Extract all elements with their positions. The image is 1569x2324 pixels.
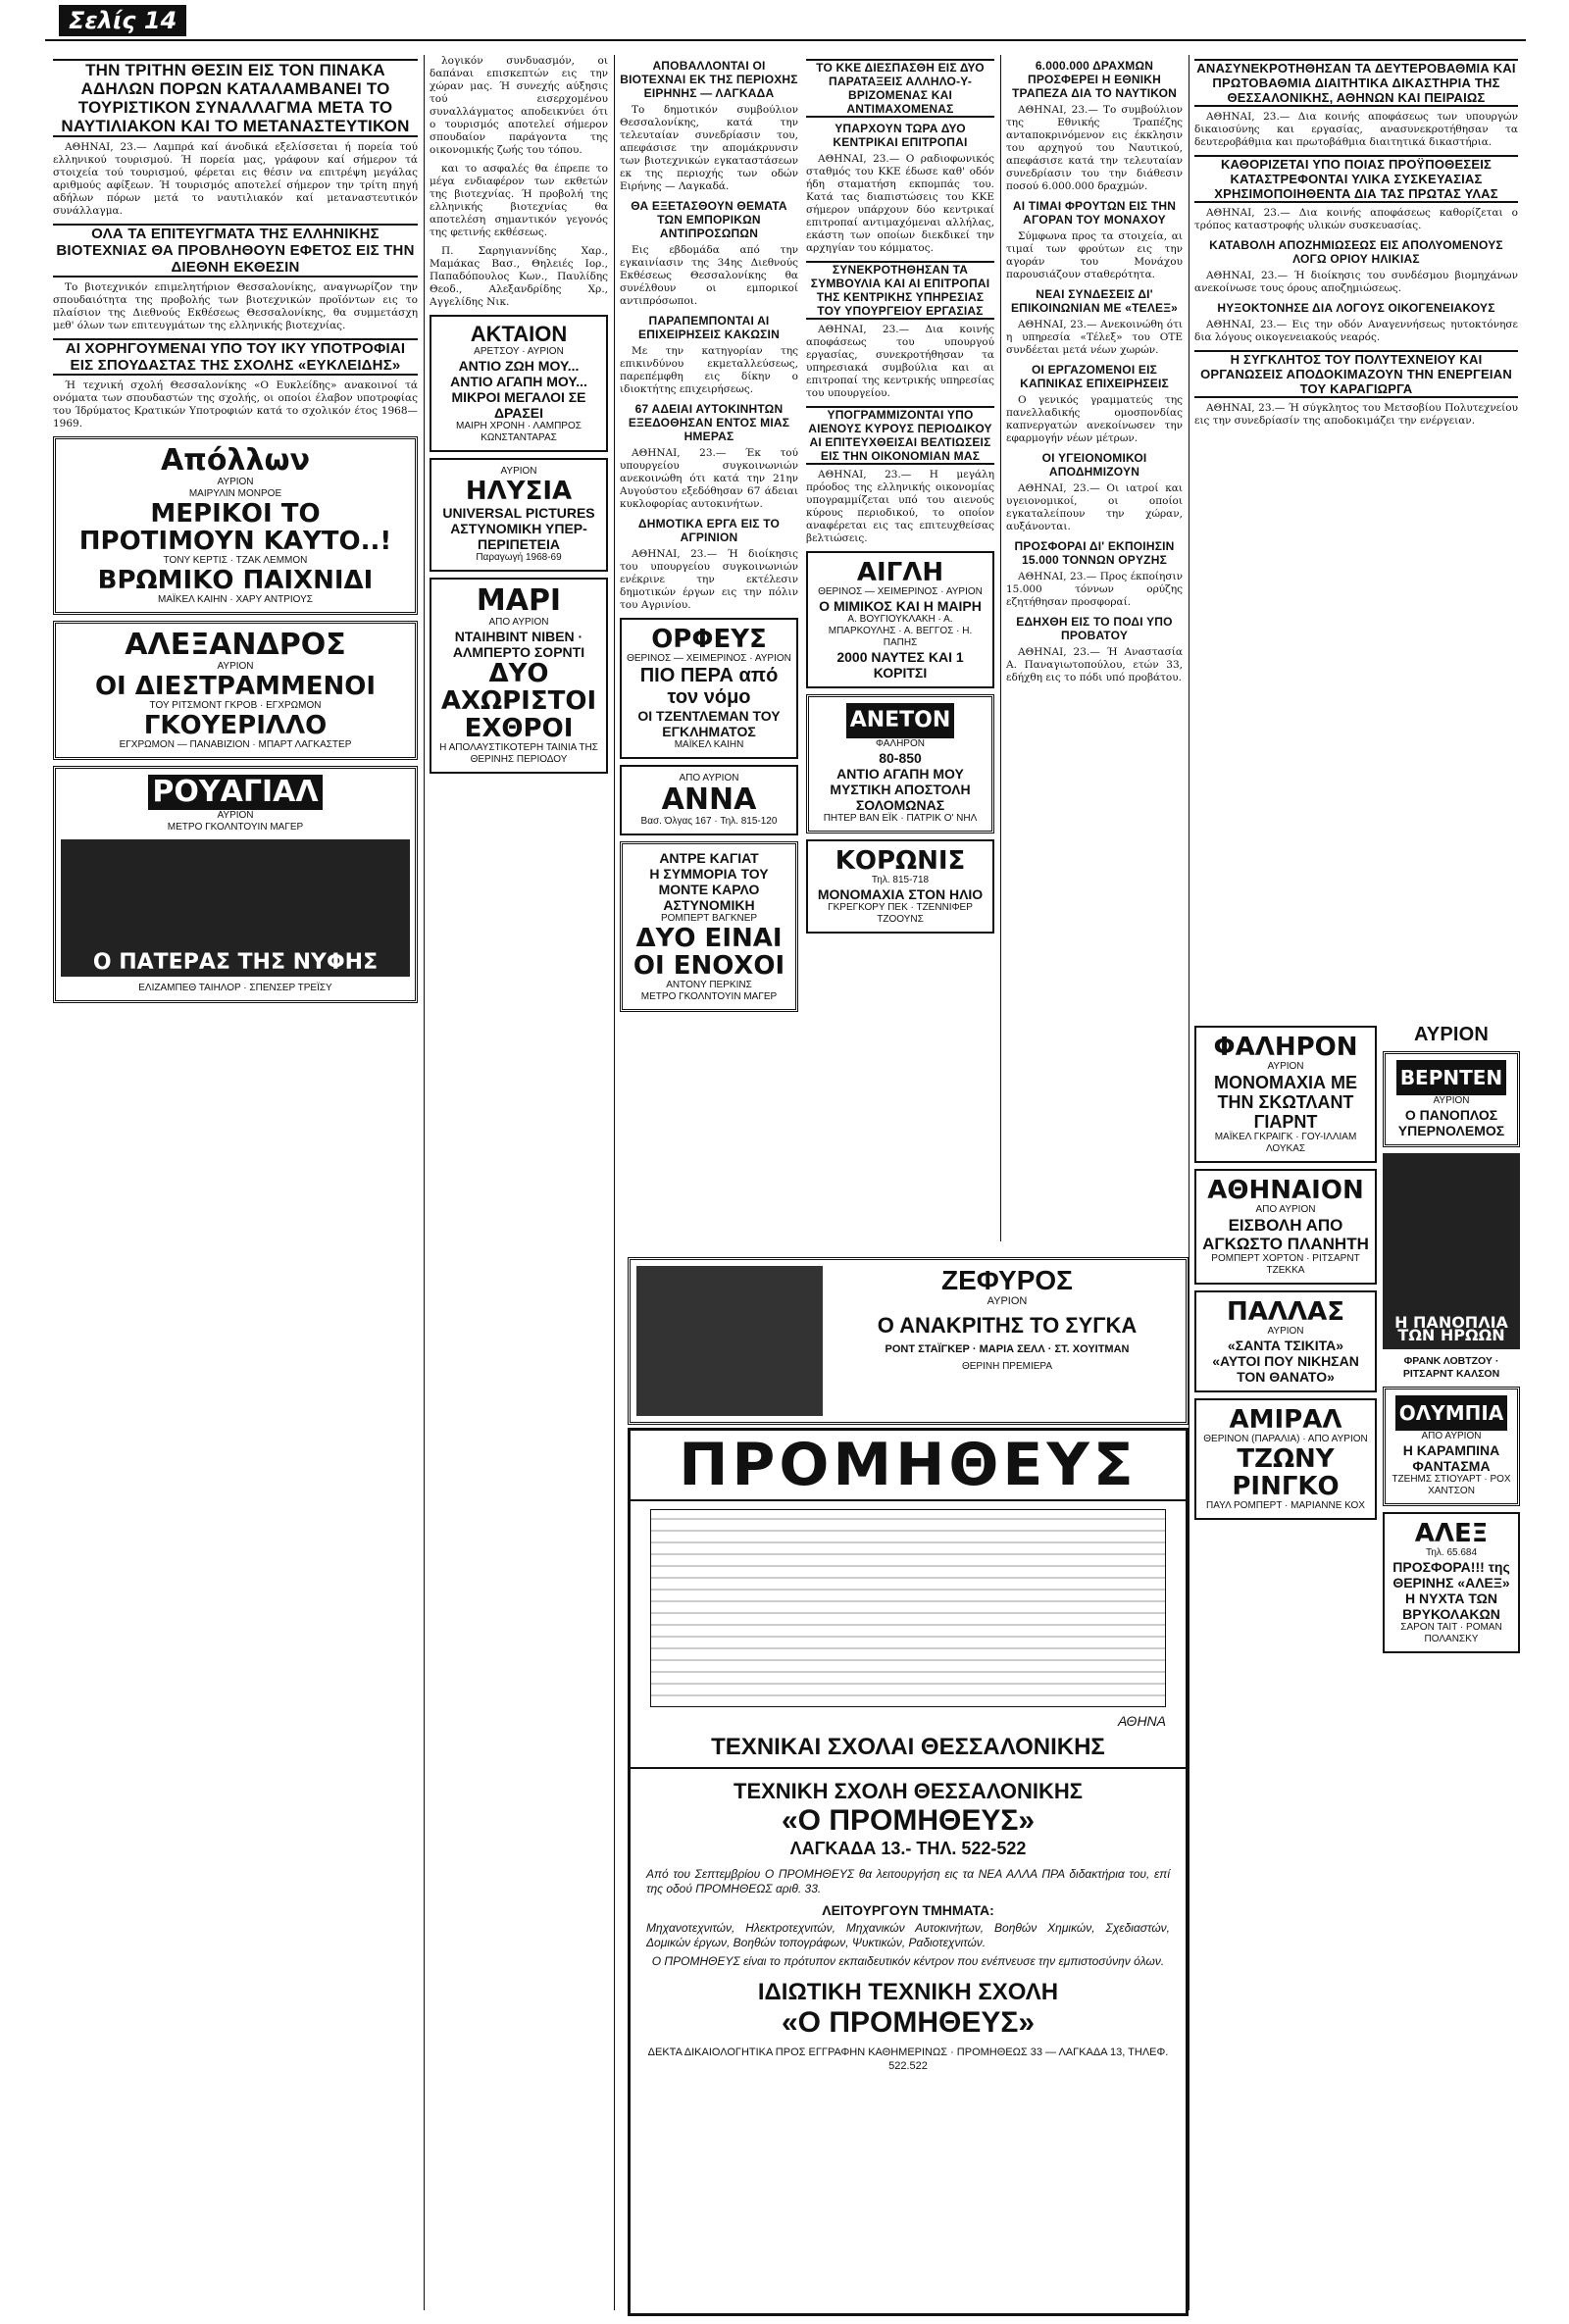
ad-apollon	[53, 436, 418, 615]
departments-heading: ΛΕΙΤΟΥΡΓΟΥΝ ΤΜΗΜΑΤΑ:	[822, 1902, 994, 1918]
cinema-name: ΑΚΤΑΙΟΝ	[470, 322, 568, 346]
school-body: Από του Σεπτεμβρίου Ο ΠΡΟΜΗΘΕΥΣ θα λειτουργήση εις τα ΝΕΑ ΑΛΛΑ ΠΡΑ διδακτήρια του, επί της οδού ΠΡΟΜΗΘΕΩΣ αριθ. 33.	[646, 1867, 1170, 1895]
article-body: ΑΘΗΝΑΙ, 23.— Οι ιατροί και υγειονομικοί, οι οποίοι εγκαταλείπουν την χώραν, αυξάνονται.	[1006, 482, 1183, 532]
headline-tourism: ΤΗΝ ΤΡΙΤΗΝ ΘΕΣΙΝ ΕΙΣ ΤΟΝ ΠΙΝΑΚΑ ΑΔΗΛΩΝ ΠΟΡΩΝ ΚΑΤΑΛΑΜΒΑΝΕΙ ΤΟ ΤΟΥΡΙΣΤΙΚΟΝ ΣΥΝΑΛΛΑΓΜΑ ΜΕΤΑ ΤΟ ΝΑΥΤΙΛΙΑΚΟΝ ΚΑΙ ΤΟ ΜΕΤΑΝΑΣΤΕΥΤΙΚΟΝ	[53, 59, 418, 137]
film-title: ΔΥΟ ΑΧΩΡΙΣΤΟΙ ΕΧΘΡΟΙ	[440, 659, 597, 743]
article-body: Το βιοτεχνικόν επιμελητήριον Θεσσαλονίκης, αναγνωρίζον την σπουδαιότητα της προβολής των βιοτεχνικών προϊόντων εις το πλαίσιον της Διεθνούς Εκθέσεως Θεσσαλονίκης, θα συμμετάσχη μεθ' όλων των επιτευγμάτων της ελληνικής βιοτεχνίας.	[53, 281, 418, 331]
cinema-phone: Τηλ. 65.684	[1425, 1547, 1478, 1558]
departments-list: Μηχανοτεχνιτών, Ηλεκτροτεχνιτών, Μηχανικών Αυτοκινήτων, Βοηθών Χημικών, Σχεδιαστών, Δομικών έργων, Βοηθών τοπογράφων, Ψυκτικών, Ραδιοτεχνιτών.	[646, 1921, 1170, 1949]
film-title: ΑΣΤΥΝΟΜΙΚΗ ΥΠΕΡ-ΠΕΡΙΠΕΤΕΙΑ	[450, 521, 587, 552]
film-cast: ΜΑΪΚΕΛ ΚΑΙΗΝ · ΧΑΡΥ ΑΝΤΡΙΟΥΣ	[158, 594, 313, 605]
page-section-label: Σελίς 14	[59, 5, 186, 36]
ad-date: ΘΕΡΙΝΟΣ — ΧΕΙΜΕΡΙΝΟΣ · ΑΥΡΙΟΝ	[627, 653, 791, 664]
article-body: ΑΘΗΝΑΙ, 23.— Ή σύγκλητος του Μετσοβίου Πολυτεχνείου εις την συνεδρίασίν της αποδοκιμάζει την ενέργειαν.	[1194, 402, 1518, 427]
headline: ΑΙ ΤΙΜΑΙ ΦΡΟΥΤΩΝ ΕΙΣ ΤΗΝ ΑΓΟΡΑΝ ΤΟΥ ΜΟΝΑΧΟΥ	[1012, 199, 1177, 227]
film-title: Ο ΠΑΝΟΠΛΟΣ ΥΠΕΡΝΟΛΕΜΟΣ	[1397, 1107, 1505, 1138]
ad-date: ΑΥΡΙΟΝ	[1433, 1095, 1470, 1106]
ad-alex	[1383, 1512, 1520, 1653]
film-cast: ΡΟΜΠΕΡΤ ΧΟΡΤΟΝ · ΡΙΤΣΑΡΝΤ ΤΖΕΚΚΑ	[1211, 1253, 1360, 1276]
article-body: Ο γενικός γραμματεύς της πανελλαδικής ομοσπονδίας καπνεργατών ανεκοίνωσεν την εφαρμογήν νέων μέτρων.	[1006, 394, 1183, 444]
article-body: ΑΘΗΝΑΙ, 23.— Εις την οδόν Αναγεννήσεως ηυτοκτόνησε δια λόγους οικογενειακούς νεαρός.	[1194, 319, 1518, 343]
school-title-2: ΙΔΙΩΤΙΚΗ ΤΕΧΝΙΚΗ ΣΧΟΛΗ	[757, 1979, 1059, 2005]
film-title: ΑΝΤΙΟ ΑΓΑΠΗ ΜΟΥ	[836, 766, 964, 782]
film-title: 2000 ΝΑΥΤΕΣ ΚΑΙ 1 ΚΟΡΙΤΣΙ	[836, 649, 964, 681]
cinema-name: ΑΘΗΝΑΙΟΝ	[1207, 1176, 1364, 1205]
cinema-name: ΚΟΡΩΝΙΣ	[835, 846, 966, 876]
film-cast: ΑΝΤΡΕ ΚΑΓΙΑΤ	[659, 850, 759, 866]
right-ads-a	[1194, 1020, 1377, 2310]
ad-promo: ΠΡΟΣΦΟΡΑ!!! της ΘΕΡΙΝΗΣ «ΑΛΕΞ»	[1392, 1559, 1510, 1591]
ad-alexandros	[53, 621, 418, 760]
film-poster-image	[1383, 1153, 1520, 1349]
headline-kke: ΤΟ ΚΚΕ ΔΙΕΣΠΑΣΘΗ ΕΙΣ ΔΥΟ ΠΑΡΑΤΑΞΕΙΣ ΑΛΛΗΛΟ-Υ-ΒΡΙΖΟΜΕΝΑΣ ΚΑΙ ΑΝΤΙΜΑΧΟΜΕΝΑΣ	[806, 59, 994, 118]
ad-faliron	[1194, 1026, 1377, 1163]
article-body: ΑΘΗΝΑΙ, 23.— Ή διοίκησις του συνδέσμου βιομηχάνων ανεκοίνωσε τους όρους αποζημιώσεως.	[1194, 270, 1518, 294]
article-body: Εις εβδομάδα από την εγκαινίασιν της 34ης Διεθνούς Εκθέσεως Θεσσαλονίκης θα συνέλθουν οι εμπορικοί αντιπρόσωποι.	[620, 244, 798, 307]
location-label: ΑΘΗΝΑ	[1117, 1713, 1166, 1729]
school-name-sub: «Ο ΠΡΟΜΗΘΕΥΣ»	[781, 1804, 1036, 1837]
cinema-name: ΑΝΝΑ	[661, 783, 757, 817]
headline-packaging: ΚΑΘΟΡΙΖΕΤΑΙ ΥΠΟ ΠΟΙΑΣ ΠΡΟΫΠΟΘΕΣΕΙΣ ΚΑΤΑΣΤΡΕΦΟΝΤΑΙ ΥΛΙΚΑ ΣΥΣΚΕΥΑΣΙΑΣ ΧΡΗΣΙΜΟΠΟΙΗΘΕΝΤΑ ΔΙΑ ΤΑΣ ΠΡΩΤΑΣ ΥΛΑΣ	[1194, 155, 1518, 203]
article-body: Ή τεχνική σχολή Θεσσαλονίκης «Ο Ευκλείδης» ανακοινοί τά ονόματα των σπουδαστών της σχολής, οι οποίοι έλαβον υποτροφίας του Ίδρύματος Κρατικών Υποτροφιών κατά το σχολικόν έτος 1968—1969.	[53, 379, 418, 429]
ad-date: ΑΥΡΙΟΝ	[1267, 1061, 1304, 1072]
school-note: Ο ΠΡΟΜΗΘΕΥΣ είναι το πρότυπον εκπαιδευτικόν κέντρον που ενέπνευσε την εμπιστοσύνην όλων.	[651, 1954, 1165, 1968]
ad-amiral	[1194, 1398, 1377, 1520]
film-title: ΕΙΣΒΟΛΗ ΑΠΟ ΑΓΚΩΣΤΟ ΠΛΑΝΗΤΗ	[1202, 1216, 1369, 1253]
ad-aktaion	[430, 315, 608, 452]
school-subtitle: ΤΕΧΝΙΚΑΙ ΣΧΟΛΑΙ ΘΕΣΣΑΛΟΝΙΚΗΣ	[631, 1728, 1186, 1769]
film-title: ΜΟΝΟΜΑΧΙΑ ΜΕ ΤΗΝ ΣΚΩΤΛΑΝΤ ΓΙΑΡΝΤ	[1214, 1073, 1357, 1132]
film-photo	[636, 1266, 823, 1416]
ad-date: ΑΠΟ ΑΥΡΙΟΝ	[1421, 1431, 1482, 1441]
headline: 67 ΑΔΕΙΑΙ ΑΥΤΟΚΙΝΗΤΩΝ ΕΞΕΔΟΘΗΣΑΝ ΕΝΤΟΣ ΜΙΑΣ ΗΜΕΡΑΣ	[628, 402, 790, 443]
article-body: Σύμφωνα προς τα στοιχεία, αι τιμαί των φρούτων εις την αγοράν του Μονάχου παρουσιάζουν σταθερότητα.	[1006, 230, 1183, 280]
headline-suicide: ΗΥΞΟΚΤΟΝΗΣΕ ΔΙΑ ΛΟΓΟΥΣ ΟΙΚΟΓΕΝΕΙΑΚΟΥΣ	[1217, 301, 1495, 315]
article-body: ΑΘΗΝΑΙ, 23.— Προς έκποίησιν 15.000 τόννων ορύζης εζητήθησαν προσφοραί.	[1006, 571, 1183, 608]
film-poster-image	[61, 839, 410, 977]
film-title: ΟΙ ΔΙΕΣΤΡΑΜΜΕΝΟΙ	[94, 672, 377, 701]
film-cast: ΠΗΤΕΡ ΒΑΝ ΕΪΚ · ΠΑΤΡΙΚ Ο' ΝΗΛ	[823, 813, 978, 824]
film-cast: ΡΟΝΤ ΣΤΑΪΓΚΕΡ · ΜΑΡΙΑ ΣΕΛΛ · ΣΤ. ΧΟΥΙΤΜΑΝ	[885, 1343, 1130, 1355]
article-body: ΑΘΗΝΑΙ, 23.— Δια κοινής αποφάσεως των υπουργών δικαιοσύνης και εργασίας, ανασυνεκροτήθησαν τα δευτεροβάθμια και πρωτοβάθμια διαιτητικά δικαστήρια.	[1194, 111, 1518, 148]
headline: ΕΔΗΧΘΗ ΕΙΣ ΤΟ ΠΟΔΙ ΥΠΟ ΠΡΟΒΑΤΟΥ	[1016, 615, 1173, 642]
school-footer: ΔΕΚΤΑ ΔΙΚΑΙΟΛΟΓΗΤΙΚΑ ΠΡΟΣ ΕΓΓΡΑΦΗΝ ΚΑΘΗΜΕΡΙΝΩΣ · ΠΡΟΜΗΘΕΩΣ 33 — ΛΑΓΚΑΔΑ 13, ΤΗΛΕΦ. 522.522	[647, 2046, 1169, 2072]
film-title: ΑΣΤΥΝΟΜΙΚΗ	[663, 897, 755, 913]
ad-date: ΑΥΡΙΟΝ	[987, 1295, 1028, 1307]
ad-label: ΘΕΡΙΝΗ ΠΡΕΜΙΕΡΑ	[961, 1361, 1053, 1372]
ad-date: ΑΥΡΙΟΝ	[500, 466, 537, 477]
cinema-name: ΑΜΙΡΑΛ	[1229, 1405, 1342, 1435]
ad-date: ΑΥΡΙΟΝ	[1267, 1326, 1304, 1337]
cinema-name: ΑΛΕΞ	[1414, 1519, 1489, 1548]
film-title: ΜΑΡΙ	[476, 583, 562, 618]
article-body: ΑΘΗΝΑΙ, 23.— Δια κοινής αποφάσεως καθορίζεται ο τρόπος καταστροφής υλικών συσκευασίας.	[1194, 207, 1518, 231]
ad-promitheus	[628, 1428, 1189, 2316]
ad-verneo	[1383, 1051, 1520, 1147]
film-title: Η ΣΥΜΜΟΡΙΑ ΤΟΥ ΜΟΝΤΕ ΚΑΡΛΟ	[649, 866, 769, 897]
column-rule	[1000, 55, 1001, 1241]
film-title: ΜΙΚΡΟΙ ΜΕΓΑΛΟΙ ΣΕ ΔΡΑΣΕΙ	[451, 389, 586, 421]
cinema-name: ΡΟΥΑΓΙΑΛ	[148, 775, 322, 810]
cinema-name: ΠΑΛΛΑΣ	[1226, 1297, 1344, 1327]
ad-olympia	[1383, 1387, 1520, 1506]
article-body: ΑΘΗΝΑΙ, 23.— Ανεκοινώθη ότι η υπηρεσία «Τέλεξ» του ΟΤΕ συνδέεται μετά νέων χωρών.	[1006, 319, 1183, 356]
column-1	[53, 55, 418, 2310]
ad-date: ΑΡΕΤΣΟΥ · ΑΥΡΙΟΝ	[474, 346, 564, 357]
film-cast: ΤΖΕΗΜΣ ΣΤΙΟΥΑΡΤ · ΡΟΧ ΧΑΝΤΣΟΝ	[1392, 1474, 1511, 1496]
ad-mari	[430, 578, 608, 774]
headline-labor: ΣΥΝΕΚΡΟΤΗΘΗΣΑΝ ΤΑ ΣΥΜΒΟΥΛΙΑ ΚΑΙ ΑΙ ΕΠΙΤΡΟΠΑΙ ΤΗΣ ΚΕΝΤΡΙΚΗΣ ΥΠΗΡΕΣΙΑΣ ΤΟΥ ΥΠΟΥΡΓΕΙΟΥ ΕΡΓΑΣΙΑΣ	[806, 261, 994, 320]
ad-date: ΘΕΡΙΝΟΝ (ΠΑΡΑΛΙΑ) · ΑΠΟ ΑΥΡΙΟΝ	[1203, 1434, 1368, 1444]
cinema-name: ΑΛΕΞΑΝΔΡΟΣ	[125, 628, 346, 662]
film-title: ΟΙ ΤΖΕΝΤΛΕΜΑΝ ΤΟΥ ΕΓΚΛΗΜΑΤΟΣ	[637, 708, 781, 739]
column-2	[430, 55, 608, 2310]
ad-aigli	[806, 551, 994, 688]
film-cast: ΦΡΑΝΚ ΛΟΒΤΖΟΥ · ΡΙΤΣΑΡΝΤ ΚΑΛΣΟΝ	[1402, 1355, 1500, 1380]
headline-arbitration: ΑΝΑΣΥΝΕΚΡΟΤΗΘΗΣΑΝ ΤΑ ΔΕΥΤΕΡΟΒΑΘΜΙΑ ΚΑΙ ΠΡΩΤΟΒΑΘΜΙΑ ΔΙΑΙΤΗΤΙΚΑ ΔΙΚΑΣΤΗΡΙΑ ΤΗΣ ΘΕΣΣΑΛΟΝΙΚΗΣ, ΑΘΗΝΩΝ ΚΑΙ ΠΕΙΡΑΙΩΣ	[1194, 59, 1518, 107]
film-cast: ΤΟΥ ΡΙΤΣΜΟΝΤ ΓΚΡΟΒ · ΕΓΧΡΩΜΟΝ	[149, 700, 322, 711]
film-title: Ο ΜΙΜΙΚΟΣ ΚΑΙ Η ΜΑΙΡΗ	[819, 598, 982, 614]
article-body: και το ασφαλές θα έπρεπε το μέγα ενδιαφέρον των εκθετών της βιοτεχνίας. Ή προβολή της ελληνικής βιοτεχνίας θα αποτελέση σημαντικόν γεγονός της φετινής εκθέσεως.	[430, 163, 608, 238]
article-body: Με την κατηγορίαν της επικινδύνου εκμεταλλεύσεως, παρεπέμφθη εις δίκην ο ιδιοκτήτης επιχειρήσεως.	[620, 345, 798, 395]
column-rule	[614, 55, 615, 2310]
film-cast: ΜΑΪΚΕΛ ΚΑΙΗΝ	[674, 739, 744, 750]
film-cast: Α. ΒΟΥΓΙΟΥΚΛΑΚΗ · Α. ΜΠΑΡΚΟΥΛΗΣ · Α. ΒΕΓΓΟΣ · Η. ΠΑΠΗΣ	[828, 614, 973, 648]
right-top	[1194, 55, 1518, 1016]
column-rule	[424, 55, 425, 2310]
article-body: ΑΘΗΝΑΙ, 23.— Δια κοινής αποφάσεως του υπουργού εργασίας, συνεκροτήθησαν τα υπηρεσιακά συμβούλια και αι επιτροπαί της κεντρικής υπηρεσίας του υπουργείου.	[806, 324, 994, 399]
ad-rouaiala	[53, 766, 418, 1003]
cinema-phone: 80-850	[879, 750, 922, 766]
ad-zefyros	[628, 1257, 1189, 1425]
film-cast: ΕΓΧΡΩΜΟΝ — ΠΑΝΑΒΙΖΙΟΝ · ΜΠΑΡΤ ΛΑΓΚΑΣΤΕΡ	[119, 739, 352, 750]
school-title: ΠΡΟΜΗΘΕΥΣ	[631, 1431, 1186, 1501]
film-cast: ΓΚΡΕΓΚΟΡΥ ΠΕΚ · ΤΖΕΝΝΙΦΕΡ ΤΖΟΟΥΝΣ	[828, 902, 973, 925]
cinema-name: ΗΛΥΣΙΑ	[465, 477, 573, 506]
film-cast: ΠΑΥΛ ΡΟΜΠΕΡΤ · ΜΑΡΙΑΝΝΕ ΚΟΧ	[1206, 1500, 1365, 1511]
film-title: ΜΟΝΟΜΑΧΙΑ ΣΤΟΝ ΗΛΙΟ	[817, 886, 984, 902]
cinema-name: ΦΑΛΗΡΟΝ	[1213, 1033, 1358, 1062]
school-title-2-sub: «Ο ΠΡΟΜΗΘΕΥΣ»	[781, 2006, 1036, 2039]
column-rule	[45, 39, 1526, 41]
film-cast: ΜΑΙΡΗ ΧΡΟΝΗ · ΛΑΜΠΡΟΣ ΚΩΝΣΤΑΝΤΑΡΑΣ	[456, 421, 582, 443]
headline: 6.000.000 ΔΡΑΧΜΩΝ ΠΡΟΣΦΕΡΕΙ Η ΕΘΝΙΚΗ ΤΡΑΠΕΖΑ ΔΙΑ ΤΟ ΝΑΥΤΙΚΟΝ	[1011, 59, 1178, 100]
headline: ΘΑ ΕΞΕΤΑΣΘΟΥΝ ΘΕΜΑΤΑ ΤΩΝ ΕΜΠΟΡΙΚΩΝ ΑΝΤΙΠΡΟΣΩΠΩΝ	[631, 199, 787, 240]
film-studio: UNIVERSAL PICTURES	[442, 505, 595, 521]
ad-date: ΑΥΡΙΟΝ	[217, 661, 254, 672]
right-ads-b	[1383, 1020, 1520, 2310]
article-body: ΑΘΗΝΑΙ, 23.— Ο ραδιοφωνικός σταθμός του ΚΚΕ έδωσε καθ' οδόν ήδη σταματήση εκπομπάς του. Κατά τας διαπιστώσεις του ΚΚΕ σήμερον υπάρχουν δύο κεντρικαί επιτροπαί αντιμαχόμεναι αλλήλας, εκάστη των οποίων διεκδικεί την αρχηγίαν του κόμματος.	[806, 153, 994, 254]
film-title: Η ΚΑΡΑΜΠΙΝΑ ΦΑΝΤΑΣΜΑ	[1402, 1442, 1500, 1474]
film-cast: ΕΛΙΖΑΜΠΕΘ ΤΑΙΗΛΟΡ · ΣΠΕΝΣΕΡ ΤΡΕΪΣΥ	[138, 983, 332, 993]
article-body: ΑΘΗΝΑΙ, 23.— Η μεγάλη πρόοδος της ελληνικής οικονομίας υπογραμμίζεται υπό του αιενούς κύρους περιοδικού, το οποίον αναφέρεται εις τας επιτευχθείσας βελτιώσεις.	[806, 469, 994, 544]
school-building-illustration	[650, 1509, 1166, 1707]
cinema-address: Βασ. Όλγας 167 · Τηλ. 815-120	[640, 816, 778, 827]
film-cast: ΡΟΜΠΕΡΤ ΒΑΓΚΝΕΡ	[660, 913, 758, 924]
cinema-name: Απόλλων	[160, 443, 311, 478]
headline-kke-sub: ΥΠΑΡΧΟΥΝ ΤΩΡΑ ΔΥΟ ΚΕΝΤΡΙΚΑΙ ΕΠΙΤΡΟΠΑΙ	[833, 122, 968, 149]
cinema-location: ΦΑΛΗΡΟΝ	[876, 738, 925, 749]
article-body: ΑΘΗΝΑΙ, 23.— Το συμβούλιον της Εθνικής Τραπέζης ανταποκρινόμενον εις έκκλησιν του αρχηγού του Ναυτικού, απεφάσισε κατά την τελευταίαν συνεδρίασιν του την διάθεσιν ποσού 6.000.000 δραχμών.	[1006, 104, 1183, 192]
school-name: ΤΕΧΝΙΚΗ ΣΧΟΛΗ ΘΕΣΣΑΛΟΝΙΚΗΣ	[734, 1779, 1083, 1803]
film-title: ΑΝΤΙΟ ΖΩΗ ΜΟΥ... ΑΝΤΙΟ ΑΓΑΠΗ ΜΟΥ...	[450, 358, 587, 389]
ad-aneton	[806, 694, 994, 834]
article-body: ΑΘΗΝΑΙ, 23.— Ή Αναστασία Α. Παναγιωτοπούλου, ετών 33, εδήχθη εις το πόδι υπό προβάτου.	[1006, 646, 1183, 683]
ad-date: ΑΥΡΙΟΝ	[217, 477, 254, 487]
film-title: Η ΝΥΧΤΑ ΤΩΝ ΒΡΥΚΟΛΑΚΩΝ	[1402, 1591, 1500, 1622]
article-body: Π. Σαρηγιαννίδης Χαρ., Μαμάκας Βασ., Θηλειές Ιορ., Παπαδόπουλος Κων., Παυλίδης Θεοδ., Αλεξανδρίδης Χρ., Αγγελίδης Νικ.	[430, 245, 608, 308]
article-body: ΑΘΗΝΑΙ, 23.— Ή διοίκησις του υπουργείου συγκοινωνιών ενέκρινε την εκτέλεσιν δημοτικών έργων εις την πόλιν του Αγρινίου.	[620, 548, 798, 611]
cinema-name: ΟΛΥΜΠΙΑ	[1395, 1395, 1508, 1431]
ad-note: Η ΑΠΟΛΑΥΣΤΙΚΟΤΕΡΗ ΤΑΙΝΙΑ ΤΗΣ ΘΕΡΙΝΗΣ ΠΕΡΙΟΔΟΥ	[439, 742, 598, 765]
film-title: Η ΠΑΝΟΠΛΙΑ ΤΩΝ ΗΡΩΩΝ	[1394, 1313, 1508, 1344]
film-title: ΜΕΡΙΚΟΙ ΤΟ ΠΡΟΤΙΜΟΥΝ ΚΑΥΤΟ..!	[78, 499, 392, 556]
school-address: ΛΑΓΚΑΔΑ 13.- ΤΗΛ. 522-522	[789, 1839, 1027, 1858]
film-cast: ΣΑΡΟΝ ΤΑΙΤ · ΡΟΜΑΝ ΠΟΛΑΝΣΚΥ	[1400, 1622, 1502, 1644]
headline-scholarships: ΑΙ ΧΟΡΗΓΟΥΜΕΝΑΙ ΥΠΟ ΤΟΥ ΙΚΥ ΥΠΟΤΡΟΦΙΑΙ ΕΙΣ ΣΠΟΥΔΑΣΤΑΣ ΤΗΣ ΣΧΟΛΗΣ «ΕΥΚΛΕΙΔΗΣ»	[53, 338, 418, 376]
article-body: ΑΘΗΝΑΙ, 23.— Λαμπρά καί άνοδικά εξελίσσεται ή πορεία τού ελληνικού τουρισμού. Ή πορεία μας, γράφουν καί σήμερον τά στοιχεία τού τουρισμού, φέρεται εις θέσιν να επιτρέψη μεγάλας αριθμούς αφίξεων. Ή τουρισμός αποτελεί σήμερον την τρίτη πηγή αδήλων πόρων μετά το ναυτιλιακόν καί μεταναστευτικόν συνάλλαγμα.	[53, 141, 418, 217]
cinema-name: ΑΝΕΤΟΝ	[846, 703, 955, 738]
cinema-name: ΟΡΦΕΥΣ	[651, 625, 767, 654]
ad-date: ΑΠΟ ΑΥΡΙΟΝ	[488, 617, 549, 628]
cinema-name: ΒΕΡΝΤΕΝ	[1396, 1060, 1506, 1095]
headline-polytechnic: Η ΣΥΓΚΛΗΤΟΣ ΤΟΥ ΠΟΛΥΤΕΧΝΕΙΟΥ ΚΑΙ ΟΡΓΑΝΩΣΕΙΣ ΑΠΟΔΟΚΙΜΑΖΟΥΝ ΤΗΝ ΕΝΕΡΓΕΙΑΝ ΤΟΥ ΚΑΡΑΓΙΩΡΓΑ	[1194, 350, 1518, 398]
ad-athinaion	[1194, 1169, 1377, 1285]
column-5-main	[1006, 55, 1183, 1241]
film-cast: ΜΑΪΚΕΛ ΓΚΡΑΙΓΚ · ΓΟΥ-ΙΛΛΙΑΜ ΛΟΥΚΑΣ	[1214, 1132, 1357, 1154]
headline: ΟΙ ΕΡΓΑΖΟΜΕΝΟΙ ΕΙΣ ΚΑΠΝΙΚΑΣ ΕΠΙΧΕΙΡΗΣΕΙΣ	[1020, 363, 1169, 390]
film-title: ΤΖΩΝΥ ΡΙΝΓΚΟ	[1232, 1444, 1340, 1501]
ad-date: ΑΠΟ ΑΥΡΙΟΝ	[1255, 1204, 1316, 1215]
film-title: Ο ΑΝΑΚΡΙΤΗΣ ΤΟ ΣΥΓΚΑ	[877, 1313, 1138, 1338]
film-title: ΔΥΟ ΕΙΝΑΙ ΟΙ ΕΝΟΧΟΙ	[633, 924, 785, 981]
headline-crafts: ΟΛΑ ΤΑ ΕΠΙΤΕΥΓΜΑΤΑ ΤΗΣ ΕΛΛΗΝΙΚΗΣ ΒΙΟΤΕΧΝΙΑΣ ΘΑ ΠΡΟΒΛΗΘΟΥΝ ΕΦΕΤΟΣ ΕΙΣ ΤΗΝ ΔΙΕΘΝΗ ΕΚΘΕΣΙΝ	[53, 224, 418, 278]
headline-economy: ΥΠΟΓΡΑΜΜΙΖΟΝΤΑΙ ΥΠΟ ΑΙΕΝΟΥΣ ΚΥΡΟΥΣ ΠΕΡΙΟΔΙΚΟΥ ΑΙ ΕΠΙΤΕΥΧΘΕΙΣΑΙ ΒΕΛΤΙΩΣΕΙΣ ΕΙΣ ΤΗΝ ΟΙΚΟΝΟΜΙΑΝ ΜΑΣ	[806, 406, 994, 465]
film-year: Παραγωγή 1968-69	[476, 552, 562, 563]
film-title: ΒΡΩΜΙΚΟ ΠΑΙΧΝΙΔΙ	[97, 566, 374, 595]
ad-pallas	[1194, 1290, 1377, 1392]
film-cast: ΑΝΤΟΝΥ ΠΕΡΚΙΝΣ	[666, 980, 752, 990]
film-title: «ΑΥΤΟΙ ΠΟΥ ΝΙΚΗΣΑΝ ΤΟΝ ΘΑΝΑΤΟ»	[1212, 1353, 1359, 1385]
headline: ΟΙ ΥΓΕΙΟΝΟΜΙΚΟΙ ΑΠΟΔΗΜΙΖΟΥΝ	[1041, 451, 1147, 479]
film-title: «ΣΑΝΤΑ ΤΣΙΚΙΤΑ»	[1227, 1338, 1344, 1353]
headline-compensation: ΚΑΤΑΒΟΛΗ ΑΠΟΖΗΜΙΩΣΕΩΣ ΕΙΣ ΑΠΟΛΥΟΜΕΝΟΥΣ ΛΟΓΩ ΟΡΙΟΥ ΗΛΙΚΙΑΣ	[1209, 238, 1503, 266]
ad-date: ΑΥΡΙΟΝ	[217, 810, 254, 821]
film-studio: ΜΕΤΡΟ ΓΚΟΛΝΤΟΥΙΝ ΜΑΓΕΡ	[167, 822, 304, 833]
article-body: Το δημοτικόν συμβούλιον Θεσσαλονίκης, κατά την τελευταίαν συνεδρίασιν του, απεφάσισε την απομάκρυνσιν των βιοτεχνικών εγκαταστάσεων εκ της περιοχής των οδών Ειρήνης — Λαγκαδά.	[620, 104, 798, 192]
film-title: ΠΙΟ ΠΕΡΑ από τον νόμο	[639, 665, 779, 708]
film-cast: ΤΟΝΥ ΚΕΡΤΙΣ · ΤΖΑΚ ΛΕΜΜΟΝ	[163, 555, 308, 566]
film-cast: ΝΤΑΙΗΒΙΝΤ ΝΙΒΕΝ · ΑΛΜΠΕΡΤΟ ΣΟΡΝΤΙ	[452, 629, 585, 660]
cinema-name: ΑΙΓΛΗ	[856, 558, 944, 587]
ad-koronis	[806, 839, 994, 934]
headline: ΝΕΑΙ ΣΥΝΔΕΣΕΙΣ ΔΙ' ΕΠΙΚΟΙΝΩΝΙΑΝ ΜΕ «ΤΕΛΕΞ»	[1010, 287, 1179, 315]
cinema-phone: Τηλ. 815-718	[871, 875, 930, 885]
headline: ΠΡΟΣΦΟΡΑΙ ΔΙ' ΕΚΠΟΙΗΣΙΝ 15.000 ΤΟΝΝΩΝ ΟΡΥΖΗΣ	[1014, 539, 1175, 567]
center-stories-main	[806, 55, 994, 1241]
ad-header-aurion: ΑΥΡΙΟΝ	[1413, 1024, 1490, 1045]
film-title: ΜΥΣΤΙΚΗ ΑΠΟΣΤΟΛΗ ΣΟΛΟΜΩΝΑΣ	[830, 782, 971, 813]
article-body: ΑΘΗΝΑΙ, 23.— Έκ τού υπουργείου συγκοινωνιών ανεκοινώθη ότι κατά την 21ην Αυγούστου εξεδόθησαν 67 άδειαι κυκλοφορίας αυτοκινήτων.	[620, 447, 798, 510]
film-studio: ΜΕΤΡΟ ΓΚΟΛΝΤΟΥΙΝ ΜΑΓΕΡ	[640, 991, 778, 1002]
article-body: λογικόν συνδυασμόν, οι δαπάναι επισκεπτών εις την χώραν μας. Ή συνεχής αύξησις τού εισερχομένου συναλλάγματος αποδεικνύει ότι ο τουρισμός αποτελεί σήμερον σπουδαίον παράγοντα της οικονομικής ζωής του τόπου.	[430, 55, 608, 156]
ad-date: ΘΕΡΙΝΟΣ — ΧΕΙΜΕΡΙΝΟΣ · ΑΥΡΙΟΝ	[818, 586, 983, 597]
headline: ΠΑΡΑΠΕΜΠΟΝΤΑΙ ΑΙ ΕΠΙΧΕΙΡΗΣΕΙΣ ΚΑΚΩΣΙΝ	[638, 314, 780, 341]
ad-date: ΑΠΟ ΑΥΡΙΟΝ	[679, 773, 739, 783]
headline: ΔΗΜΟΤΙΚΑ ΕΡΓΑ ΕΙΣ ΤΟ ΑΓΡΙΝΙΟΝ	[637, 517, 781, 544]
cinema-name: ΖΕΦΥΡΟΣ	[941, 1265, 1073, 1295]
headline: ΑΠΟΒΑΛΛΟΝΤΑΙ ΟΙ ΒΙΟΤΕΧΝΑΙ ΕΚ ΤΗΣ ΠΕΡΙΟΧΗΣ ΕΙΡΗΝΗΣ — ΛΑΓΚΑΔΑ	[620, 59, 798, 100]
ad-ilysia	[430, 458, 608, 572]
film-title: ΓΚΟΥΕΡΙΛΛΟ	[143, 711, 328, 740]
ad-star: ΜΑΙΡΥΛΙΝ ΜΟΝΡΟΕ	[188, 488, 282, 499]
film-title: Ο ΠΑΤΕΡΑΣ ΤΗΣ ΝΥΦΗΣ	[92, 950, 379, 975]
